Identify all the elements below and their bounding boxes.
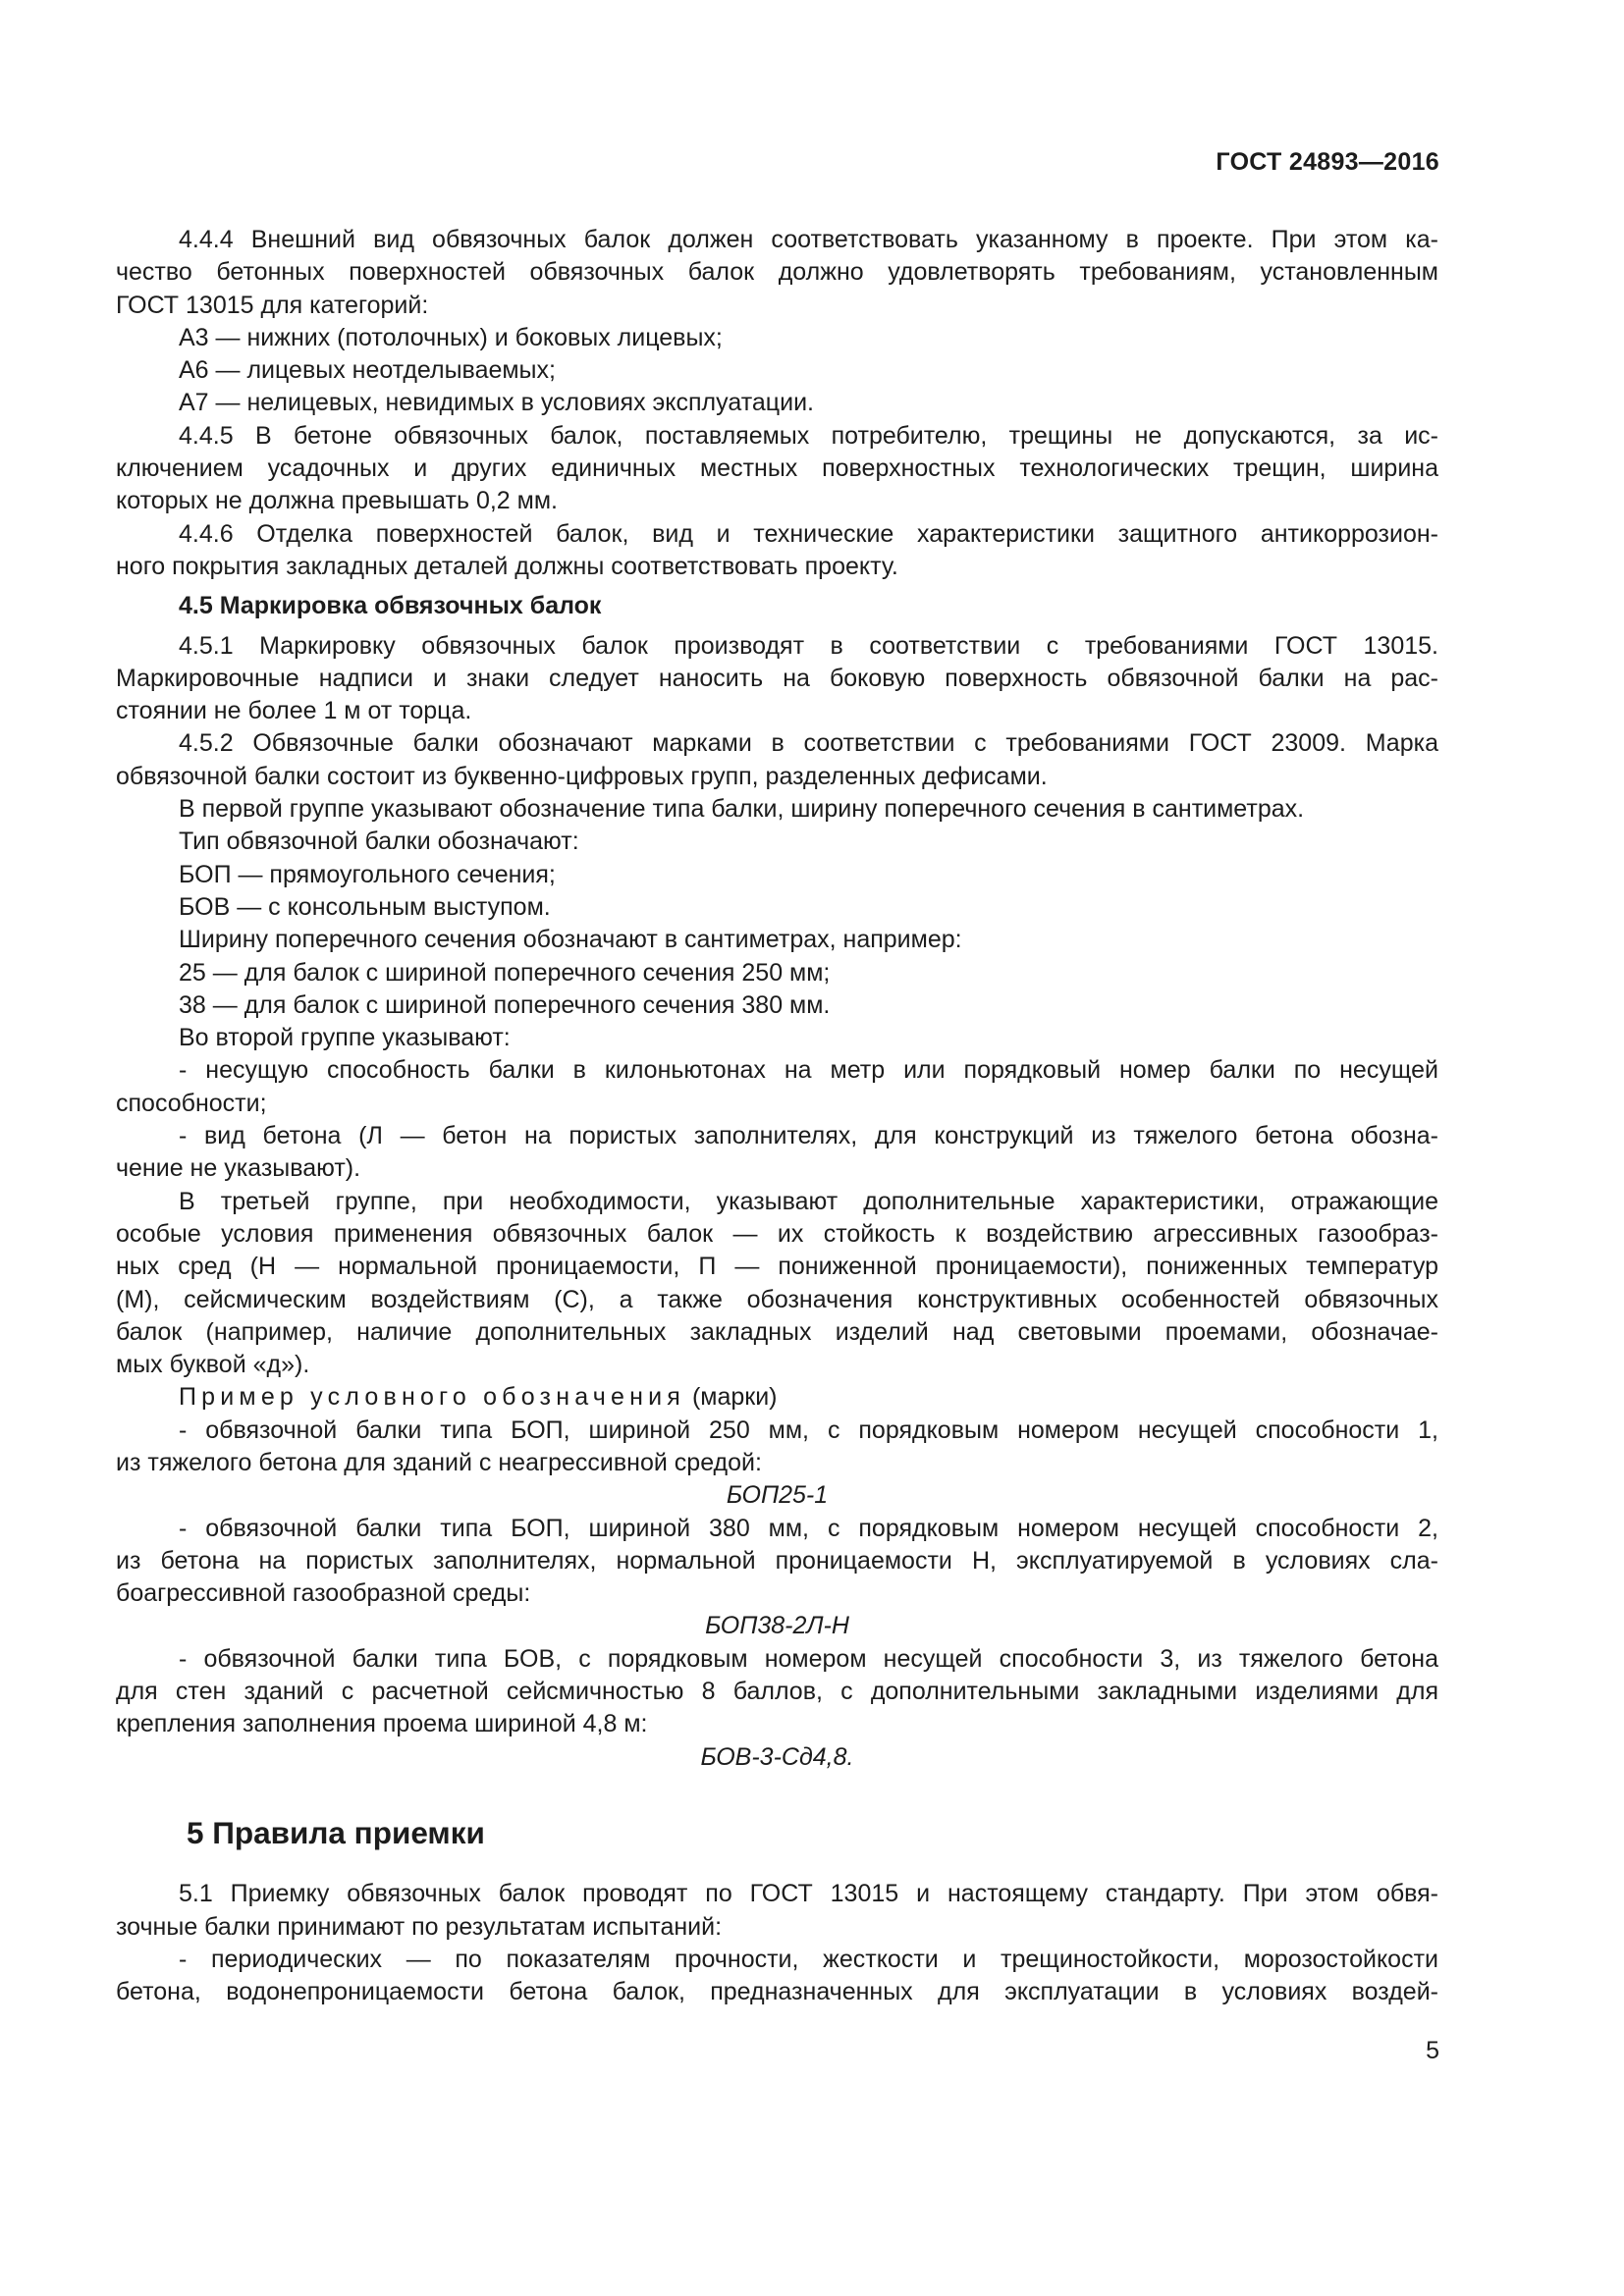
document-code-header: ГОСТ 24893—2016: [1216, 148, 1439, 176]
example-mark: БОП38-2Л-Н: [705, 1612, 849, 1640]
page-number: 5: [1426, 2037, 1439, 2064]
paragraph-line: Тип обвязочной балки обозначают:: [179, 828, 579, 856]
example-line: крепления заполнения проема шириной 4,8 м:: [116, 1710, 648, 1738]
paragraph-line: 4.4.6 Отделка поверхностей балок, вид и технические характеристики защитного антикоррозион-: [179, 519, 1438, 548]
paragraph-line: (М), сейсмическим воздействиям (С), а также обозначения конструктивных особенностей обвязочных: [116, 1285, 1438, 1313]
list-item: - периодических — по показателям прочности, жесткости и трещиностойкости, морозостойкости: [179, 1945, 1438, 1973]
paragraph-line: 4.4.4 Внешний вид обвязочных балок должен соответствовать указанному в проекте. При этом ка-: [179, 226, 1438, 253]
paragraph-line: 4.5.1 Маркировку обвязочных балок производят в соответствии с требованиями ГОСТ 13015.: [179, 631, 1438, 660]
paragraph-line: Ширину поперечного сечения обозначают в сантиметрах, например:: [179, 926, 962, 954]
list-item: - вид бетона (Л — бетон на пористых заполнителях, для конструкций из тяжелого бетона обозна-: [179, 1122, 1438, 1150]
list-item: БОП — прямоугольного сечения;: [179, 860, 556, 888]
paragraph-line: балок (например, наличие дополнительных закладных изделий над световыми проемами, обозначае-: [116, 1317, 1438, 1346]
subsection-heading: 4.5 Маркировка обвязочных балок: [179, 592, 602, 620]
paragraph-line: которых не должна превышать 0,2 мм.: [116, 487, 558, 515]
paragraph-line: стоянии не более 1 м от торца.: [116, 697, 472, 725]
paragraph-line: В третьей группе, при необходимости, указывают дополнительные характеристики, отражающие: [179, 1187, 1438, 1215]
example-line: из тяжелого бетона для зданий с неагрессивной средой:: [116, 1448, 762, 1476]
list-item: БОВ — с консольным выступом.: [179, 892, 551, 921]
paragraph-line: чество бетонных поверхностей обвязочных балок должно удовлетворять требованиям, установленным: [116, 258, 1438, 287]
paragraph-line: зочные балки принимают по результатам испытаний:: [116, 1912, 723, 1941]
example-line: боагрессивной газообразной среды:: [116, 1579, 531, 1608]
list-item: 25 — для балок с шириной поперечного сечения 250 мм;: [179, 958, 831, 987]
paragraph-line: 5.1 Приемку обвязочных балок проводят по ГОСТ 13015 и настоящему стандарту. При этом обвя-: [179, 1880, 1438, 1908]
document-body: [116, 224, 1438, 2008]
list-item: 38 — для балок с шириной поперечного сечения 380 мм.: [179, 990, 831, 1019]
example-title-suffix: (марки): [685, 1383, 778, 1412]
example-mark: БОП25-1: [726, 1481, 829, 1510]
list-item: А6 — лицевых неотделываемых;: [179, 356, 556, 385]
paragraph-line: ГОСТ 13015 для категорий:: [116, 291, 429, 319]
paragraph-line: 4.4.5 В бетоне обвязочных балок, поставляемых потребителю, трещины не допускаются, за ис-: [179, 421, 1438, 450]
example-line: из бетона на пористых заполнителях, нормальной проницаемости Н, эксплуатируемой в условиях сла-: [116, 1546, 1438, 1575]
paragraph-line: В первой группе указывают обозначение типа балки, ширину поперечного сечения в сантиметрах.: [179, 795, 1305, 824]
example-line: - обвязочной балки типа БОП, шириной 380 мм, с порядковым номером несущей способности 2,: [179, 1514, 1438, 1542]
example-title-spaced: Пример условного обозначения: [179, 1383, 685, 1412]
paragraph-line: 4.5.2 Обвязочные балки обозначают марками в соответствии с требованиями ГОСТ 23009. Марка: [179, 729, 1438, 758]
example-line: для стен зданий с расчетной сейсмичностью 8 баллов, с дополнительными закладными изделиями для: [116, 1678, 1438, 1706]
list-item: - несущую способность балки в килоньютонах на метр или порядковый номер балки по несущей: [179, 1056, 1438, 1085]
example-mark: БОВ-3-Сд4,8.: [700, 1742, 854, 1771]
paragraph-line: Маркировочные надписи и знаки следует наносить на боковую поверхность обвязочной балки на рас-: [116, 664, 1438, 692]
section-heading: 5 Правила приемки: [187, 1814, 485, 1850]
list-item-continuation: бетона, водонепроницаемости бетона балок, предназначенных для эксплуатации в условиях воздей-: [116, 1978, 1438, 2006]
example-line: - обвязочной балки типа БОП, шириной 250 мм, с порядковым номером несущей способности 1,: [179, 1415, 1438, 1444]
paragraph-line: ных сред (Н — нормальной проницаемости, П — пониженной проницаемости), пониженных температур: [116, 1253, 1438, 1281]
list-item: А7 — нелицевых, невидимых в условиях эксплуатации.: [179, 389, 814, 417]
example-title: [116, 1381, 1438, 1414]
list-item-continuation: способности;: [116, 1089, 267, 1117]
paragraph-line: мых буквой «д»).: [116, 1351, 310, 1379]
paragraph-line: ного покрытия закладных деталей должны соответствовать проекту.: [116, 552, 898, 580]
paragraph-line: особые условия применения обвязочных балок — их стойкость к воздействию агрессивных газообраз-: [116, 1219, 1438, 1248]
example-line: - обвязочной балки типа БОВ, с порядковым номером несущей способности 3, из тяжелого бетона: [179, 1644, 1438, 1673]
paragraph-line: обвязочной балки состоит из буквенно-цифровых групп, разделенных дефисами.: [116, 762, 1048, 790]
list-item-continuation: чение не указывают).: [116, 1154, 361, 1183]
paragraph-line: ключением усадочных и других единичных местных поверхностных технологических трещин, ширина: [116, 454, 1438, 483]
paragraph-line: Во второй группе указывают:: [179, 1024, 511, 1052]
list-item: А3 — нижних (потолочных) и боковых лицевых;: [179, 323, 723, 351]
